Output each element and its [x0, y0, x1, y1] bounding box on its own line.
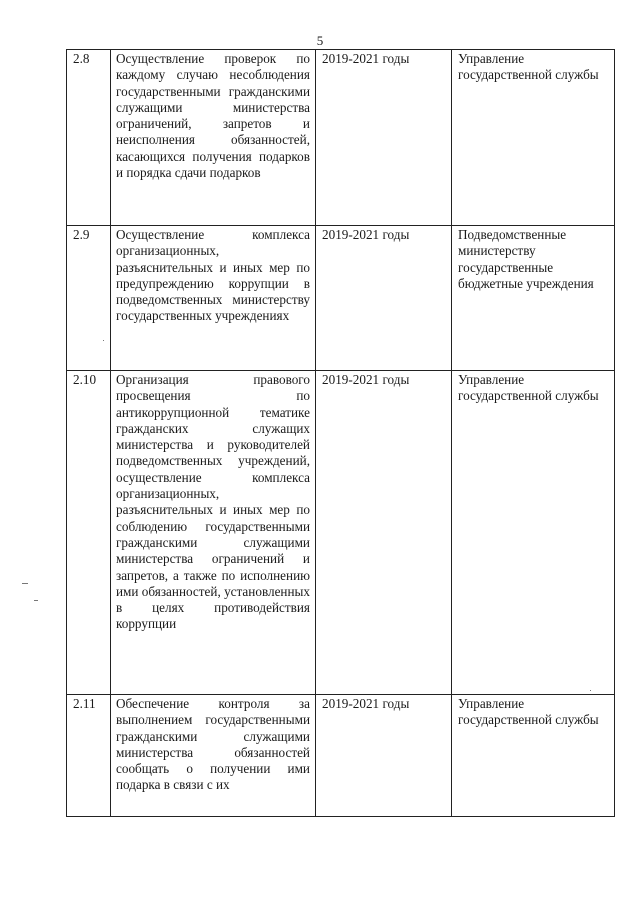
scan-speck — [34, 600, 38, 601]
item-number: 2.8 — [67, 50, 111, 226]
scan-speck — [22, 583, 28, 584]
table-row — [67, 226, 615, 371]
execution-term: 2019-2021 годы — [316, 371, 452, 695]
measure-description: Организация правового просвещения по антикоррупционной тематике гражданских служащих министерства и руководителей подведомственных учреждений, осуществление комплекса организационных, разъяснительных и иных мер по соблюдению государственными гражданскими служащими министерства ограничений и запретов, а также по исполнению ими обязанностей, установленных в целях противодействия коррупции — [111, 371, 316, 695]
table-row — [67, 695, 615, 817]
measure-description: Осуществление проверок по каждому случаю несоблюдения государственными гражданскими служащими министерства ограничений, запретов и неисполнения обязанностей, касающихся получения подарков и порядка сдачи подарков — [111, 50, 316, 226]
responsible-party: Подведомственные министерству государственные бюджетные учреждения — [452, 226, 615, 371]
scan-speck — [590, 690, 591, 691]
execution-term: 2019-2021 годы — [316, 50, 452, 226]
responsible-party: Управление государственной службы — [452, 50, 615, 226]
item-number: 2.11 — [67, 695, 111, 817]
table-row — [67, 371, 615, 695]
execution-term: 2019-2021 годы — [316, 695, 452, 817]
item-number: 2.10 — [67, 371, 111, 695]
execution-term: 2019-2021 годы — [316, 226, 452, 371]
page-number: 5 — [316, 33, 324, 48]
item-number: 2.9 — [67, 226, 111, 371]
scan-speck — [103, 340, 104, 341]
table-row — [67, 50, 615, 226]
measures-table — [66, 49, 615, 817]
measure-description: Обеспечение контроля за выполнением государственными гражданскими служащими министерства обязанностей сообщать о получении ими подарка в связи с их — [111, 695, 316, 817]
measure-description: Осуществление комплекса организационных, разъяснительных и иных мер по предупреждению коррупции в подведомственных министерству государственных учреждениях — [111, 226, 316, 371]
responsible-party: Управление государственной службы — [452, 695, 615, 817]
responsible-party: Управление государственной службы — [452, 371, 615, 695]
